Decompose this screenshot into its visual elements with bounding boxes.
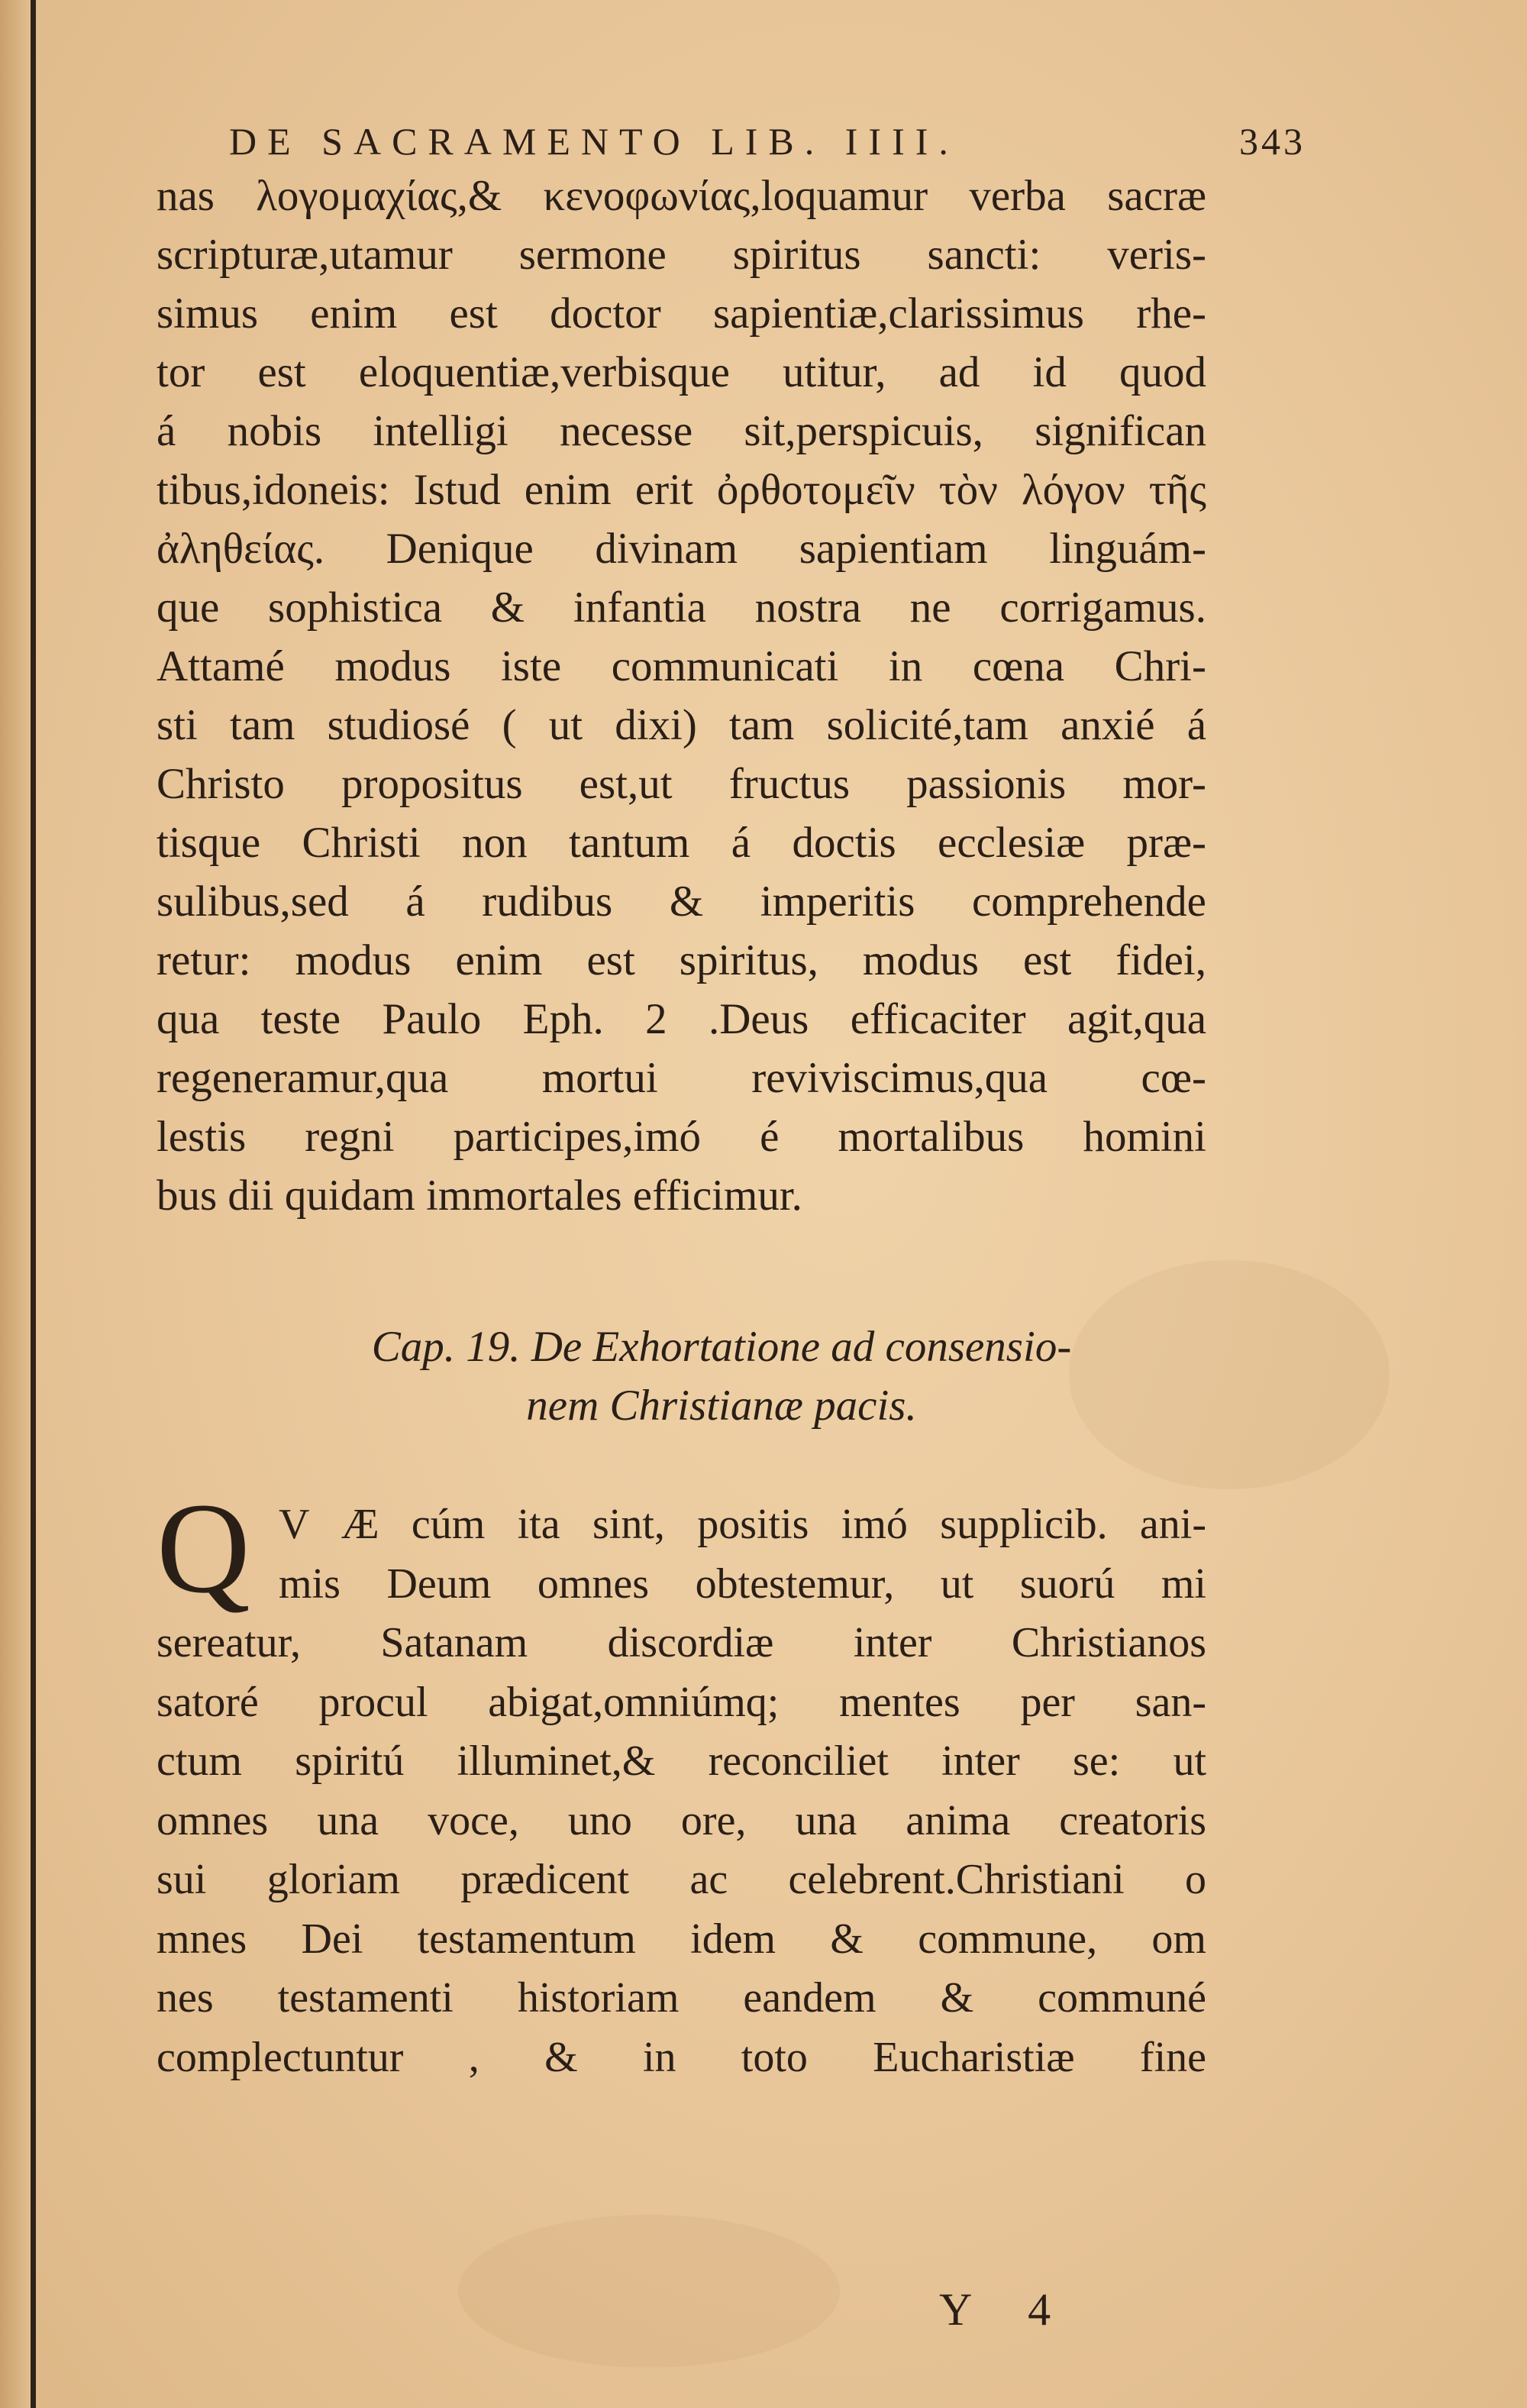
text-line: tor est eloquentiæ,verbisque utitur, ad id quod: [157, 348, 1206, 396]
text-line: sui gloriam prædicent ac celebrent.Christiani o: [157, 1856, 1206, 1903]
text-line: scripturæ,utamur sermone spiritus sancti: veris-: [157, 231, 1206, 279]
text-line: mnes Dei testamentum idem & commune, om: [157, 1915, 1206, 1963]
paper-stain: [458, 2215, 840, 2368]
text-line: nes testamenti historiam eandem & communé: [157, 1974, 1206, 2022]
text-line: ctum spiritú illuminet,& reconciliet inter se: ut: [157, 1737, 1206, 1785]
chapter-heading-line: Cap. 19. De Exhortatione ad consensio-: [371, 1323, 1072, 1371]
text-line: tisque Christi non tantum á doctis ecclesiæ præ-: [157, 819, 1206, 867]
page-number: 343: [1239, 120, 1306, 163]
signature-mark: Y 4: [939, 2284, 1074, 2335]
text-line: Christo propositus est,ut fructus passionis mor-: [157, 760, 1206, 808]
text-line: que sophistica & infantia nostra ne corrigamus.: [157, 583, 1206, 632]
text-line: regeneramur,qua mortui reviviscimus,qua cœ-: [157, 1054, 1206, 1102]
text-line: simus enim est doctor sapientiæ,clarissimus rhe-: [157, 289, 1206, 338]
text-line: bus dii quidam immortales efficimur.: [157, 1172, 802, 1220]
text-line: retur: modus enim est spiritus, modus est fidei,: [157, 936, 1206, 984]
paragraph-2: [157, 1495, 1206, 2087]
drop-capital: Q: [157, 1476, 250, 1620]
text-line: omnes una voce, uno ore, una anima creatoris: [157, 1796, 1206, 1844]
text-line: qua teste Paulo Eph. 2 .Deus efficaciter agit,qua: [157, 995, 1206, 1043]
text-line: á nobis intelligi necesse sit,perspicuis, significan: [157, 407, 1206, 455]
text-line: ἀληθείας. Denique divinam sapientiam linguám-: [157, 525, 1206, 573]
running-head-title: DE SACRAMENTO LIB. IIII.: [229, 120, 959, 163]
text-line: sulibus,sed á rudibus & imperitis comprehende: [157, 878, 1206, 926]
chapter-heading: [229, 1317, 1214, 1435]
paragraph-1: [157, 166, 1206, 1225]
gutter-rule: [31, 0, 36, 2408]
text-line: sereatur, Satanam discordiæ inter Christianos: [157, 1619, 1206, 1666]
text-line: nas λογομαχίας,& κενοφωνίας,loquamur verba sacræ: [157, 172, 1206, 220]
chapter-heading-line: nem Christianæ pacis.: [526, 1382, 917, 1430]
text-line: tibus,idoneis: Istud enim erit ὀρθοτομεῖν τὸν λόγον τῆς: [157, 466, 1206, 514]
gutter-shadow: [0, 0, 31, 2408]
text-line: sti tam studiosé ( ut dixi) tam solicité,tam anxié á: [157, 701, 1206, 749]
text-line: satoré procul abigat,omniúmq; mentes per san-: [157, 1678, 1206, 1726]
text-line: lestis regni participes,imó é mortalibus homini: [157, 1113, 1206, 1161]
text-line: V Æ cúm ita sint, positis imó supplicib. ani-: [279, 1501, 1206, 1548]
running-head: [229, 115, 1306, 168]
text-line: mis Deum omnes obtestemur, ut suorú mi: [279, 1560, 1206, 1608]
text-line: complectuntur , & in toto Eucharistiæ fine: [157, 2033, 1206, 2081]
text-line: Attamé modus iste communicati in cœna Chri-: [157, 642, 1206, 690]
